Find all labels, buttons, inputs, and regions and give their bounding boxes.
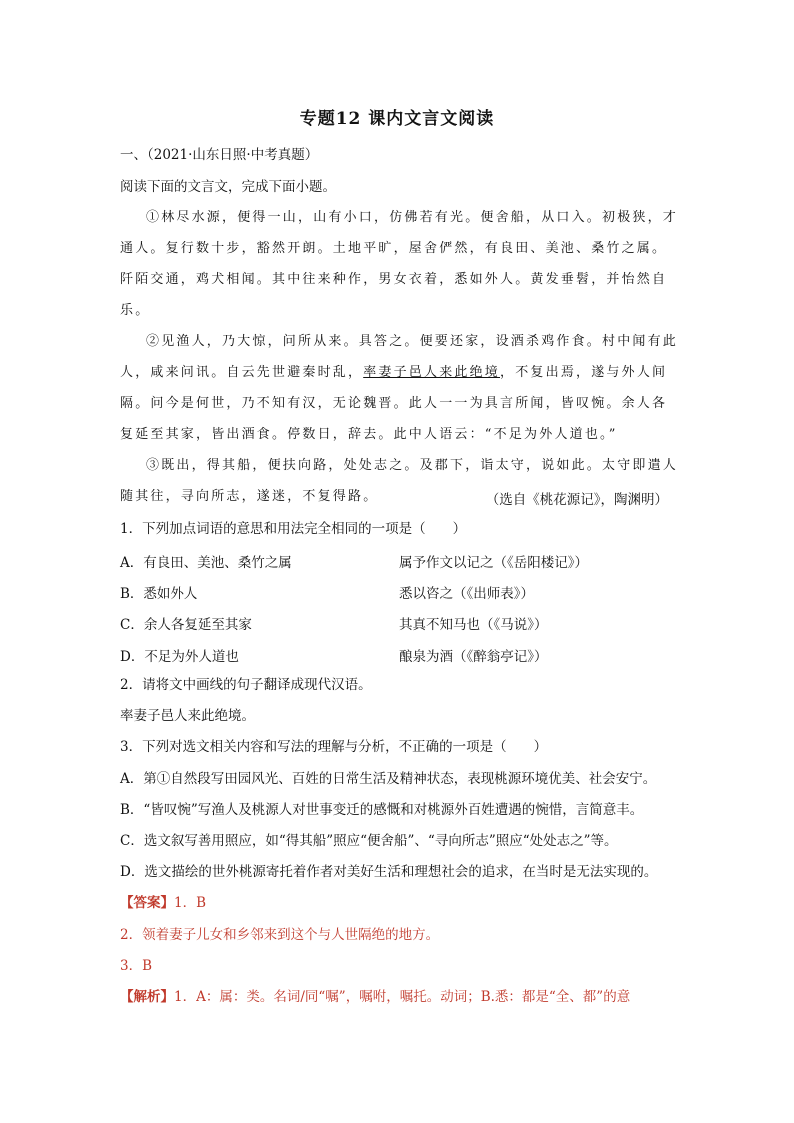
q3-option-d: D．选文描绘的世外桃源寄托着作者对美好生活和理想社会的追求，在当时是无法实现的。 — [120, 864, 658, 880]
page-title: 专题12 课内文言文阅读 — [299, 109, 495, 129]
analysis-label: 【解析】 — [120, 989, 174, 1005]
q1-option-a: A．有良田、美池、桑竹之属 — [120, 555, 292, 571]
q1-option-b: B．悉如外人 — [120, 586, 198, 602]
q3-option-b: B．“皆叹惋”写渔人及桃源人对世事变迁的感慨和对桃源外百姓遭遇的惋惜，言简意丰。 — [120, 802, 644, 818]
passage-paragraph-2-part-a: ②见渔人，乃大惊，问所从来。具答之。便要还家，设酒杀鸡作食。村中闻有此人，咸来问讯。自云先世避秦时乱， — [120, 334, 679, 380]
question-3-stem: 3．下列对选文相关内容和写法的理解与分析，不正确的一项是（ ） — [120, 739, 548, 755]
q3-option-a: A．第①自然段写田园风光、百姓的日常生活及精神状态，表现桃源环境优美、社会安宁。 — [120, 771, 657, 787]
q1-option-c: C．余人各复延至其家 — [120, 617, 252, 633]
q1-option-a-compare: 属予作文以记之（《岳阳楼记》） — [399, 555, 588, 571]
question-1-stem: 1．下列加点词语的意思和用法完全相同的一项是（ ） — [120, 521, 467, 537]
answer-line-1 — [120, 894, 206, 912]
q1-option-d-compare: 酿泉为酒（《醉翁亭记》） — [399, 649, 548, 665]
passage-source: （选自《桃花源记》，陶渊明） — [485, 492, 668, 508]
q1-option-c-compare: 其真不知马也（《马说》） — [399, 617, 548, 633]
passage — [120, 202, 680, 512]
analysis-line — [120, 988, 630, 1006]
q1-option-d: D．不足为外人道也 — [120, 649, 239, 665]
passage-paragraph-2 — [120, 326, 680, 450]
underlined-sentence: 率妻子邑人来此绝境 — [363, 365, 501, 380]
answer-label: 【答案】 — [120, 895, 174, 911]
answer-2: 2．领着妻子儿女和乡邻来到这个与人世隔绝的地方。 — [120, 927, 440, 943]
answer-1: 1．B — [174, 895, 207, 911]
section-header: 一、（2021·山东日照·中考真题） — [120, 147, 319, 163]
analysis-text: 1．A：属：类。名词/同“嘱”，嘱咐，嘱托。动词；B.悉：都是“全、都”的意 — [174, 989, 631, 1005]
instruction-text: 阅读下面的文言文，完成下面小题。 — [120, 179, 336, 195]
answer-3: 3．B — [120, 958, 153, 974]
q3-option-c: C．选文叙写善用照应，如“得其船”照应“便舍船”、“寻向所志”照应“处处志之”等。 — [120, 833, 618, 849]
passage-paragraph-1: ①林尽水源，便得一山，山有小口，仿佛若有光。便舍船，从口入。初极狭，才通人。复行数十步，豁然开朗。土地平旷，屋舍俨然，有良田、美池、桑竹之属。阡陌交通，鸡犬相闻。其中往来种作，男女衣着，悉如外人。黄发垂髫，并怡然自乐。 — [120, 210, 679, 318]
q1-option-b-compare: 悉以咨之（《出师表》） — [399, 586, 534, 602]
passage-paragraph-3: ③既出，得其船，便扶向路，处处志之。及郡下，诣太守，说如此。太守即遣人随其往，寻向所志，遂迷，不复得路。 — [120, 458, 679, 504]
question-2-sentence: 率妻子邑人来此绝境。 — [120, 708, 255, 724]
question-2-stem: 2．请将文中画线的句子翻译成现代汉语。 — [120, 677, 372, 693]
passage-paragraph-2-part-b: ，不复出焉，遂与外人间隔。问今是何世，乃不知有汉，无论魏晋。此人一一为具言所闻，皆叹惋。余人各复延至其家，皆出酒食。停数日，辞去。此中人语云：“不足为外人道也。” — [120, 365, 668, 442]
